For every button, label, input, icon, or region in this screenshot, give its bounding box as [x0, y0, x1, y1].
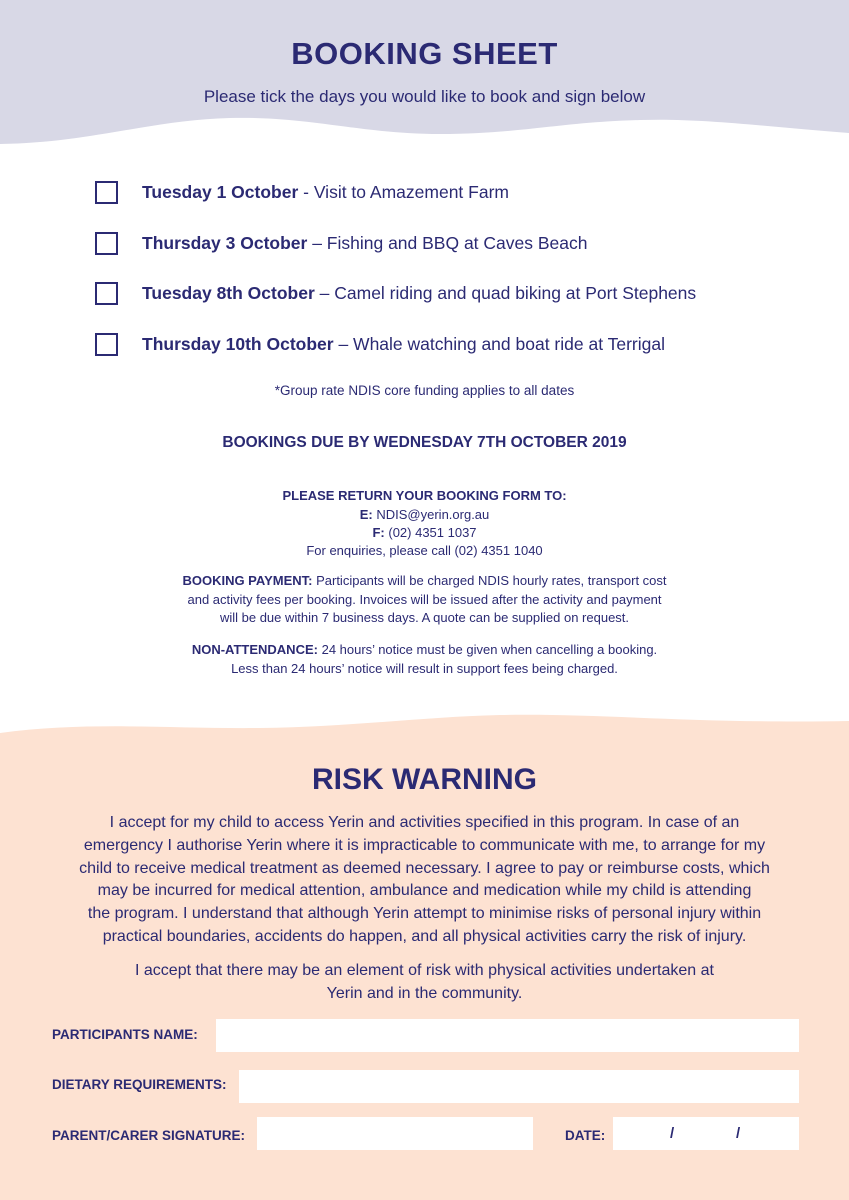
risk-line: the program. I understand that although Yerin attempt to minimise risks of personal injury within	[87, 905, 762, 923]
option-activity: Visit to Amazement Farm	[313, 181, 509, 202]
option-activity: Fishing and BBQ at Caves Beach	[326, 232, 588, 253]
participant-name-field[interactable]	[216, 1019, 799, 1052]
payment-line: Participants will be charged NDIS hourly rates, transport cost	[316, 573, 667, 588]
nonattendance-label: NON-ATTENDANCE:	[191, 642, 318, 657]
option-separator: -	[298, 181, 314, 202]
booking-option	[95, 179, 509, 205]
risk-line: I accept that there may be an element of risk with physical activities undertaken at	[135, 962, 714, 979]
date-field[interactable]	[613, 1117, 799, 1150]
risk-acceptance-paragraph	[50, 960, 799, 1006]
email-label: E:	[359, 507, 373, 522]
risk-line: may be incurred for medical attention, ambulance and medication while my child is attending	[97, 882, 752, 900]
risk-paragraph	[50, 812, 799, 949]
page-title: BOOKING SHEET	[291, 36, 558, 71]
page-subtitle: Please tick the days you would like to book and sign below	[203, 87, 646, 106]
payment-label: BOOKING PAYMENT:	[182, 573, 313, 588]
date-label: DATE:	[565, 1128, 606, 1143]
funding-note: *Group rate NDIS core funding applies to all dates	[274, 383, 575, 398]
option-separator: –	[314, 282, 335, 303]
dietary-requirements-label: DIETARY REQUIREMENTS:	[52, 1077, 227, 1092]
nonattendance-line: 24 hours’ notice must be given when cancelling a booking.	[321, 642, 658, 657]
option-date: Thursday 10th October	[142, 333, 334, 354]
fax-number: (02) 4351 1037	[388, 525, 477, 540]
risk-line: I accept for my child to access Yerin and activities specified in this program. In case of an	[109, 814, 740, 831]
booking-option	[95, 280, 696, 306]
payment-line: and activity fees per booking. Invoices will be issued after the activity and payment	[187, 591, 662, 607]
participant-name-label: PARTICIPANTS NAME:	[52, 1027, 198, 1042]
date-separator: /	[736, 1125, 741, 1142]
option-date: Tuesday 1 October	[142, 181, 299, 202]
option-activity: Camel riding and quad biking at Port Stephens	[334, 282, 697, 303]
booking-option	[95, 331, 665, 357]
option-activity: Whale watching and boat ride at Terrigal	[353, 333, 665, 354]
risk-line: Yerin and in the community.	[326, 984, 523, 1002]
email-address[interactable]: NDIS@yerin.org.au	[376, 507, 490, 522]
booking-option	[95, 230, 588, 256]
booking-checkbox[interactable]	[95, 282, 118, 305]
nonattendance-line: Less than 24 hours’ notice will result in support fees being charged.	[231, 660, 618, 676]
return-email	[0, 507, 849, 522]
booking-checkbox[interactable]	[95, 181, 118, 204]
date-separator: /	[670, 1125, 675, 1142]
return-fax	[0, 525, 849, 540]
signature-field[interactable]	[257, 1117, 533, 1150]
option-separator: –	[307, 232, 327, 253]
risk-warning-title: RISK WARNING	[312, 763, 537, 796]
bookings-due-date: BOOKINGS DUE BY WEDNESDAY 7TH OCTOBER 2019	[222, 434, 627, 451]
risk-line: emergency I authorise Yerin where it is impracticable to communicate with me, to arrange for my	[83, 836, 766, 854]
enquiries-line: For enquiries, please call (02) 4351 1040	[306, 543, 543, 558]
non-attendance-paragraph	[0, 641, 849, 678]
risk-line: practical boundaries, accidents do happen, and all physical activities carry the risk of injury.	[102, 927, 747, 945]
return-heading: PLEASE RETURN YOUR BOOKING FORM TO:	[282, 488, 567, 503]
option-date: Thursday 3 October	[142, 232, 308, 253]
booking-checkbox[interactable]	[95, 333, 118, 356]
booking-payment-paragraph	[0, 572, 849, 628]
signature-label: PARENT/CARER SIGNATURE:	[52, 1128, 246, 1143]
risk-line: child to receive medical treatment as deemed necessary. I agree to pay or reimburse costs, which	[79, 859, 770, 877]
payment-line: will be due within 7 business days. A quote can be supplied on request.	[219, 610, 630, 625]
booking-checkbox[interactable]	[95, 232, 118, 255]
dietary-requirements-field[interactable]	[239, 1070, 799, 1103]
fax-label: F:	[372, 525, 385, 540]
option-separator: –	[333, 333, 354, 354]
option-date: Tuesday 8th October	[142, 282, 315, 303]
